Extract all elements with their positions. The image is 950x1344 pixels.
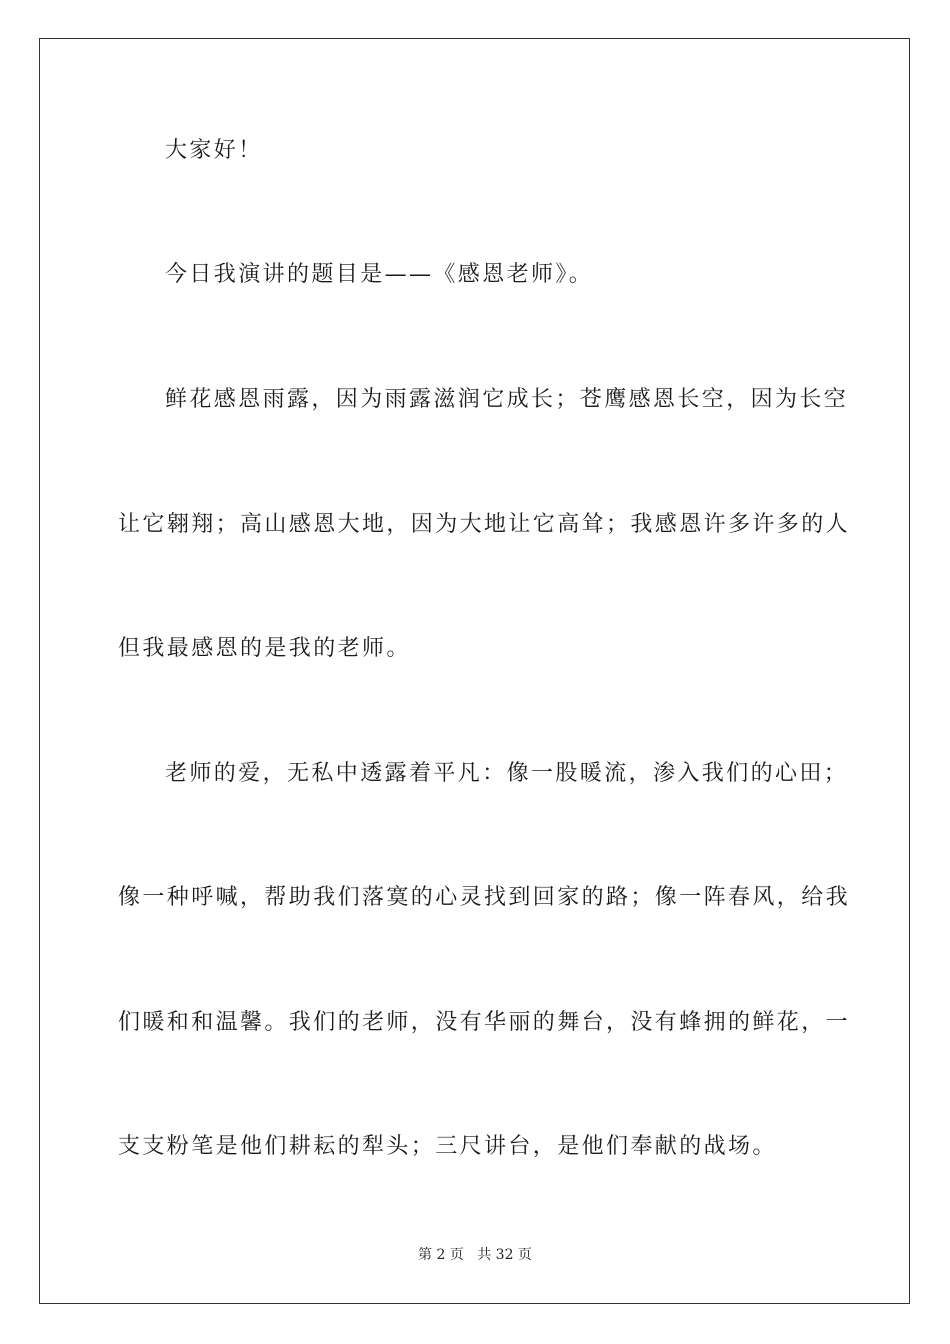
page-frame <box>39 38 910 1304</box>
page-total: 共 32 页 <box>477 1247 532 1263</box>
paragraph-1-line-3: 但我最感恩的是我的老师。 <box>118 636 411 661</box>
page-number: 第 2 页 <box>418 1247 464 1263</box>
page-footer <box>0 1245 950 1265</box>
paragraph-2-line-1: 老师的爱，无私中透露着平凡：像一股暖流，渗入我们的心田； <box>165 761 849 786</box>
paragraph-2-line-4: 支支粉笔是他们耕耘的犁头；三尺讲台，是他们奉献的战场。 <box>118 1134 777 1159</box>
paragraph-2-line-2: 像一种呼喊，帮助我们落寞的心灵找到回家的路；像一阵春风，给我 <box>118 885 851 910</box>
greeting-line: 大家好！ <box>165 138 263 163</box>
paragraph-1-line-2: 让它翱翔；高山感恩大地，因为大地让它高耸；我感恩许多许多的人 <box>118 512 851 537</box>
paragraph-1-line-1: 鲜花感恩雨露，因为雨露滋润它成长；苍鹰感恩长空，因为长空 <box>165 387 849 412</box>
topic-line: 今日我演讲的题目是——《感恩老师》。 <box>165 262 594 287</box>
paragraph-2-line-3: 们暖和和温馨。我们的老师，没有华丽的舞台，没有蜂拥的鲜花，一 <box>118 1010 851 1035</box>
